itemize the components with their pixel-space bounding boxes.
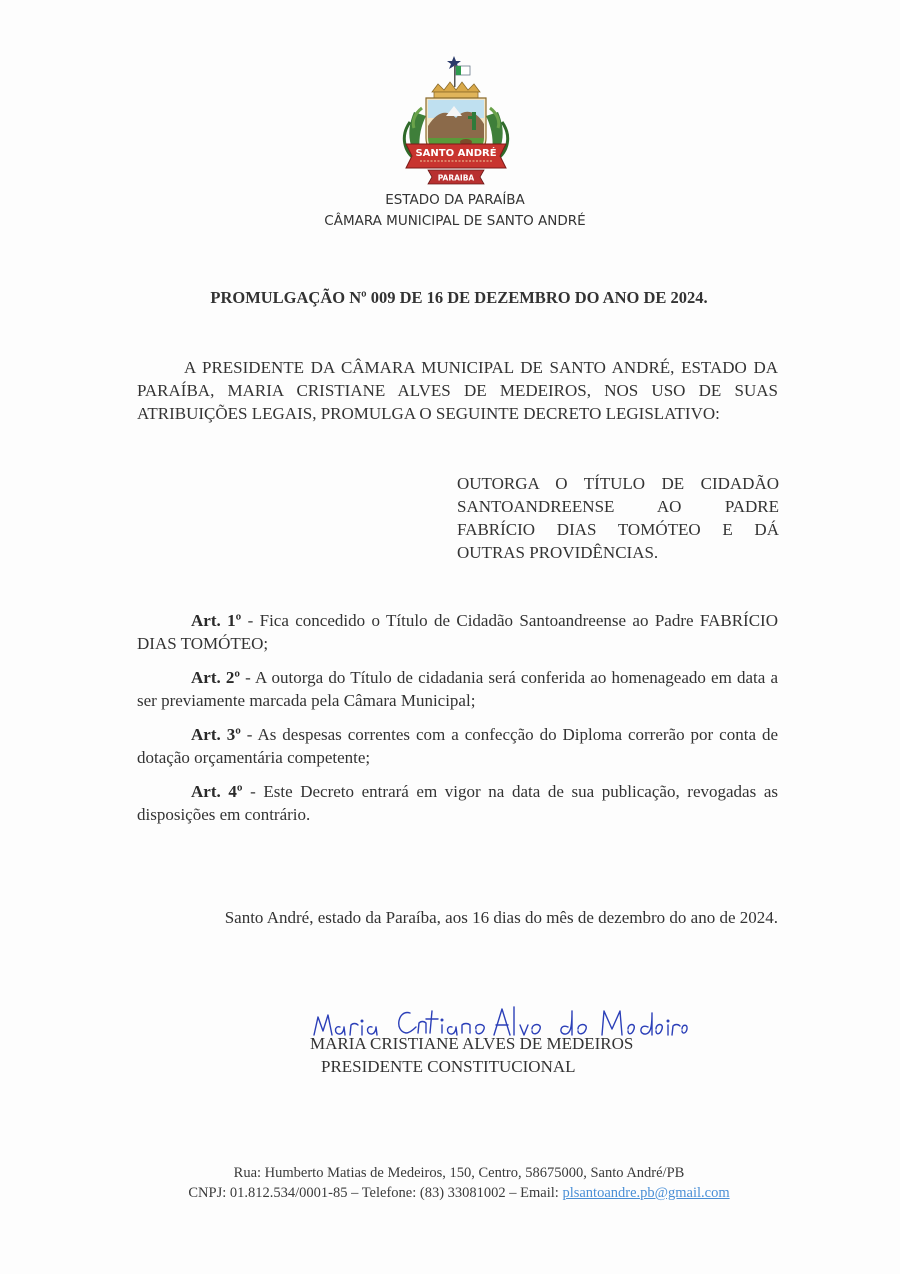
article-4 bbox=[137, 780, 778, 826]
email-link[interactable]: plsantoandre.pb@gmail.com bbox=[562, 1185, 730, 1201]
state-heading: ESTADO DA PARAÍBA bbox=[385, 192, 525, 208]
signatory-role: PRESIDENTE CONSTITUCIONAL bbox=[321, 1057, 576, 1076]
footer-contact bbox=[0, 1185, 900, 1202]
ementa-paragraph: OUTORGA O TÍTULO DE CIDADÃO SANTOANDREENSE AO PADRE FABRÍCIO DIAS TOMÓTEO E DÁ OUTRAS PROVIDÊNCIAS. bbox=[457, 474, 779, 562]
article-text: - Fica concedido o Título de Cidadão Santoandreense ao Padre FABRÍCIO DIAS TOMÓTEO; bbox=[137, 611, 778, 653]
footer-address: Rua: Humberto Matias de Medeiros, 150, Centro, 58675000, Santo André/PB bbox=[233, 1165, 685, 1181]
article-text: - Este Decreto entrará em vigor na data de sua publicação, revogadas as disposições em contrário. bbox=[137, 782, 778, 824]
article-1 bbox=[137, 609, 778, 655]
article-label: Art. 3º bbox=[191, 725, 241, 744]
place-and-date: Santo André, estado da Paraíba, aos 16 dias do mês de dezembro do ano de 2024. bbox=[224, 908, 778, 927]
chamber-heading: CÂMARA MUNICIPAL DE SANTO ANDRÉ bbox=[324, 213, 586, 229]
article-label: Art. 1º bbox=[191, 611, 242, 630]
article-3 bbox=[137, 723, 778, 769]
crest-banner-text: SANTO ANDRÉ bbox=[415, 148, 497, 159]
preamble-paragraph: A PRESIDENTE DA CÂMARA MUNICIPAL DE SANTO ANDRÉ, ESTADO DA PARAÍBA, MARIA CRISTIANE ALVES DE MEDEIROS, NOS USO DE SUAS ATRIBUIÇÕES LEGAIS, PROMULGA O SEGUINTE DECRETO LEGISLATIVO: bbox=[137, 358, 778, 423]
document-title: PROMULGAÇÃO Nº 009 DE 16 DE DEZEMBRO DO ANO DE 2024. bbox=[210, 288, 708, 307]
crest-state-text: PARAIBA bbox=[437, 173, 475, 183]
signatory-name: MARIA CRISTIANE ALVES DE MEDEIROS bbox=[310, 1034, 634, 1053]
article-label: Art. 2º bbox=[191, 668, 241, 687]
article-2 bbox=[137, 666, 778, 712]
article-label: Art. 4º bbox=[191, 782, 243, 801]
article-text: - A outorga do Título de cidadania será conferida ao homenageado em data a ser previamente marcada pela Câmara Municipal; bbox=[137, 668, 778, 710]
article-text: - As despesas correntes com a confecção do Diploma correrão por conta de dotação orçamentária competente; bbox=[137, 725, 778, 767]
municipal-coat-of-arms bbox=[392, 52, 520, 188]
footer-contact-text: CNPJ: 01.812.534/0001-85 – Telefone: (83) 33081002 – Email: bbox=[188, 1185, 563, 1201]
